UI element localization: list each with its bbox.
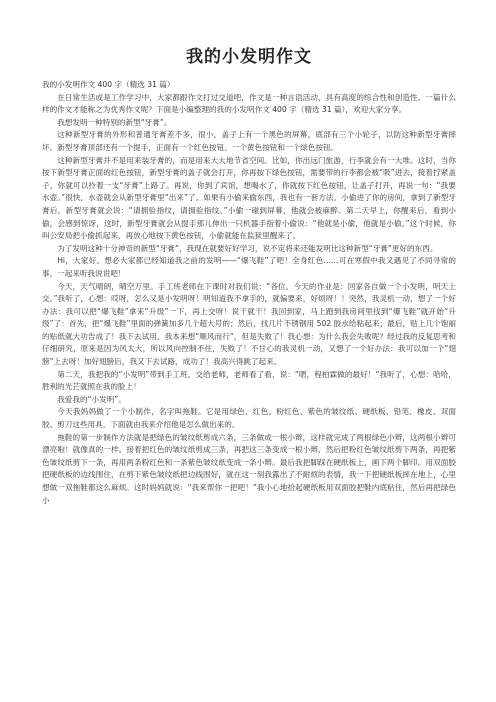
document-body [42,79,456,507]
paragraph: 在日常生活或是工作学习中，大家都跟作文打过交道吧，作文是一种言语活动，具有高度的综合性和创造性。一篇什么样的作文才能称之为优秀作文呢？下面是小编整理的我的小发明作文 400 字（精选 31 篇），欢迎大家分享。 [42,92,456,115]
paragraph: 我爱我的“小发明”。 [57,394,126,404]
paragraph: 今天，天气晴朗，晴空万里。手工班老师在下课时对我们说：“各位，今天的作业是：回家各自做一个小发明，明天上交。”我听了，心想：哎呀，怎么又是小发明呀！明知道我不拿手的，就偏要来，好烦呀！！突然，我灵机一动，想了一个好办法：我可以把“爆飞鞋”拿来“升级”一下，再上交呀！说干就干！我回到家，马上跑到我房间里找到“爆飞鞋”就开始“升级”了：首先，把“爆飞鞋”里面的弹簧加多几个超大号的；然后，找几片不锈钢用 502 胶水给粘起来；最后，贴上几个饱丽的贴纸就大功告成了！我下去试用，我本来想“顺风而行”，但是失败了！我心想：为什么我会失败呢？经过我的反复思考和仔细研究，原来是因为风太大，所以风向控制不住，失败了！不甘心的我灵机一动，又想了一个好办法：我可以加一个“翅膀”上去呀！加好翅膀后，我又下去试路，成功了！我高兴得跳了起来。 [42,281,456,367]
paragraph: 这种新型牙膏并不是用来装牙膏的，而是用来大大地节省空间。比如，你出远门旅游，行李就会有一大堆。这时，当你按下新型牙膏正面的红色按钮，新型牙膏的盖子就会打开，你再按下绿色按钮，需要带的行李都会被“吸”进去，接着拧紧盖子，你就可以拎着一支“牙膏”上路了。再说，你到了宾馆，想喝水了，你就按下红色按钮，让盖子打开，再说一句：“我要水壶。”很快，水壶就会从新型牙膏里“出来”了。如果有小偷来偷东西，我也有一套方法。小偷进了你的房间，拿到了新型牙膏后，新型牙膏就会说：“请拥验指纹，请拥验指纹。”小偷一碰到屏幕，他就会被麻醉。第二天早上，你醒来后，看到小偷，会感到惊讶，这时，新型牙膏就会从提手那儿伸出一只机器手指着小偷说：“他就是小偷，他就是小偷。”这个时候，你叫公安局把小偷抓起来，再放心地按下黄色按钮，小偷就能在监狱里醒来了。 [42,155,456,241]
paragraph: 今天我妈妈做了一个小制作，名字叫拖鞋。它是用绿色、红色、粉红色、紫色的皱纹纸、硬纸板、铅笔、橡皮、双面胶、剪刀这些用具，下面就由我来介绍他是怎么做出来的。 [42,407,456,430]
paragraph: 我想发明一种特别的新型“牙膏”。 [57,117,172,127]
document-title: 我的小发明作文 [186,47,312,67]
paragraph: 拖鞋的第一步制作方法就是把绿色的皱纹纸剪成六条，三条做成一根小辫，这样就完成了两根绿色小辫，这两根小辫可漂亮啦！就像真的一样。接着把红色的皱纹纸剪成三条，再把这三条变成一根小辫，然后把粉红色皱纹纸剪下两条，再把紫色皱纹纸剪下一条，再用两条粉红色和一条紫色皱纹纸变成一条小辫。最后我把脚踩在硬纸板上，画下两个脚印。用双面胶把硬纸板的边线围住，在剪下紫色皱纹纸把边线围好，就在这一刻我露出了不耐烦的表情，我一下把硬纸板摔在地上，心里想做一双拖鞋都这么麻烦。这时妈妈就说：“我来帮你一把吧！”我小心地拾起硬纸板用双面胶把鞋内底粘住，然后再把绿色小 [42,432,456,505]
paragraph: 我的小发明作文 400 字（精选 31 篇） [42,80,175,89]
paragraph: Hi，大家好。想必大家都已经知道我之前的发明——“爆飞鞋”了吧！全身红色……可在寒假中我又遇见了不同寻常的事，一起来听我说说吧！ [42,256,456,278]
paragraph: 为了发明这种十分神奇的新型“牙膏”，我现在就要好好学习，说不定将来还能发明比这种新型“牙膏”更好的东西。 [57,243,438,253]
paragraph: 这种新型牙膏的外形和普通牙膏差不多，很小，盖子上有一个黑色的屏幕，底部有三个小轮子，以防这种新型牙膏摔坏。新型牙膏顶部还有一个提手，正面有一个红色按钮、一个黄色按钮和一个绿色按钮。 [42,130,456,152]
paragraph: 第二天，我把我的“小发明”带到手工班，交给老师，老师看了看，说：“嗯，程柏霖做的最好！”我听了，心想：哈哈，胜利的光芒就照在我的脸上！ [42,369,456,392]
